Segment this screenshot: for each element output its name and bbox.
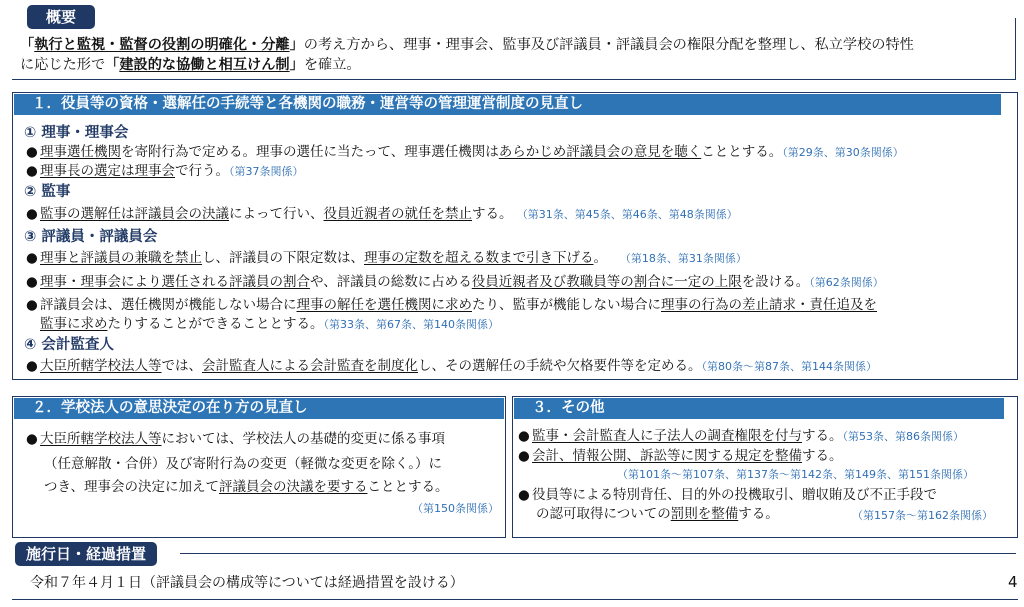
bullet-icon: ●: [26, 431, 38, 447]
quote-open: 「: [20, 37, 35, 53]
bullet-item: ● 理事と評議員の兼職を禁止し、評議員の下限定数は、理事の定数を超える数まで引き下げる。 （第18条、第31条関係）: [26, 250, 747, 266]
article-reference: （第101条～第107条、第137条～第142条、第149条、第151条関係）: [617, 468, 974, 481]
bullet-item-continued: 監事に求めたりすることができることとする。（第33条、第67条、第140条関係）: [40, 316, 499, 332]
quote-close: 」: [289, 57, 304, 73]
article-reference: （第18条、第31条関係）: [619, 252, 747, 265]
bullet-item: ● 大臣所轄学校法人等では、会計監査人による会計監査を制度化し、その選解任の手続や欠格要件等を定める。（第80条～第87条、第144条関係）: [26, 358, 877, 374]
subheading-auditors: ② 監事: [24, 184, 71, 200]
bullet-item: ● 監事の選解任は評議員会の決議によって行い、役員近親者の就任を禁止する。 （第31条、第45条、第46条、第48条関係）: [26, 206, 738, 222]
bullet-icon: ●: [26, 358, 38, 374]
article-reference: （第31条、第45条、第46条、第48条関係）: [516, 208, 738, 221]
bullet-icon: ●: [518, 487, 530, 503]
effective-tag: 施行日・経過措置: [16, 543, 156, 565]
bullet-icon: ●: [26, 144, 38, 160]
article-reference: （第53条、第86条関係）: [842, 430, 964, 443]
bullet-item: ● 役員等による特別背任、目的外の投機取引、贈収賄及び不正手段で: [518, 487, 937, 503]
quote-open: 「: [105, 57, 120, 73]
article-reference: （第29条、第30条関係）: [782, 146, 904, 159]
subheading-directors: ① 理事・理事会: [24, 125, 129, 141]
article-reference: （第62条関係）: [809, 276, 884, 289]
overview-key-phrase-1: 執行と監視・監督の役割の明確化・分離: [34, 37, 290, 53]
bullet-icon: ●: [26, 206, 38, 222]
bullet-item: ● 会計、情報公開、訴訟等に関する規定を整備する。: [518, 448, 843, 464]
bullet-item: ● 理事・理事会により選任される評議員の割合や、評議員の総数に占める役員近親者及び教職員等の割合に一定の上限を設ける。（第62条関係）: [26, 274, 884, 290]
bullet-item: ● 理事選任機関を寄附行為で定める。理事の選任に当たって、理事選任機関はあらかじめ評議員会の意見を聴くこととする。（第29条、第30条関係）: [26, 144, 904, 160]
bullet-item: ● 評議員会は、選任機関が機能しない場合に理事の解任を選任機関に求めたり、監事が機能しない場合に理事の行為の差止請求・責任追及を: [26, 297, 877, 313]
bullet-item-continued: （任意解散・合併）及び寄附行為の変更（軽微な変更を除く。）に: [44, 456, 442, 472]
section1-title: １．役員等の資格・選解任の手続等と各機関の職務・運営等の管理運営制度の見直し: [14, 94, 1001, 115]
effective-text: 令和７年４月１日（評議員会の構成等については経過措置を設ける）: [30, 575, 464, 591]
article-reference: （第157条～第162条関係）: [852, 509, 993, 522]
subheading-accounting-auditor: ④ 会計監査人: [24, 337, 114, 353]
bullet-icon: ●: [518, 428, 530, 444]
bullet-item: ● 監事・会計監査人に子法人の調査権限を付与する。（第53条、第86条関係）: [518, 428, 964, 444]
article-reference: （第150条関係）: [412, 502, 499, 515]
overview-text: に応じた形で: [20, 57, 106, 73]
section1-box: [12, 92, 1018, 380]
page-number: 4: [1008, 573, 1018, 591]
quote-close: 」: [289, 37, 304, 53]
overview-text: の考え方から、理事・理事会、監事及び評議員・評議員会の権限分配を整理し、私立学校の特性: [303, 37, 914, 53]
overview-line-1: [20, 36, 914, 55]
article-reference: （第37条関係）: [229, 165, 304, 178]
section2-title: ２．学校法人の意思決定の在り方の見直し: [14, 398, 504, 419]
bullet-icon: ●: [518, 448, 530, 464]
subheading-councilors: ③ 評議員・評議員会: [24, 229, 158, 245]
overview-tag: 概要: [28, 6, 94, 28]
article-reference: （第80条～第87条、第144条関係）: [701, 360, 877, 373]
bullet-icon: ●: [26, 297, 38, 313]
article-reference: （第33条、第67条、第140条関係）: [323, 318, 499, 331]
effective-divider: [180, 553, 1016, 554]
overview-text: を確立。: [303, 57, 361, 73]
bullet-icon: ●: [26, 274, 38, 290]
overview-line-2: [20, 56, 361, 75]
section3-title: ３．その他: [514, 398, 1004, 419]
bullet-item: ● 理事長の選定は理事会で行う。（第37条関係）: [26, 163, 304, 179]
overview-key-phrase-2: 建設的な協働と相互けん制: [119, 57, 290, 73]
bullet-item-continued: つき、理事会の決定に加えて評議員会の決議を要することとする。: [44, 479, 449, 495]
bullet-icon: ●: [26, 250, 38, 266]
bullet-item-continued: の認可取得についての罰則を整備する。: [536, 506, 779, 522]
bullet-icon: ●: [26, 163, 38, 179]
bullet-item: ● 大臣所轄学校法人等においては、学校法人の基礎的変更に係る事項: [26, 431, 445, 447]
